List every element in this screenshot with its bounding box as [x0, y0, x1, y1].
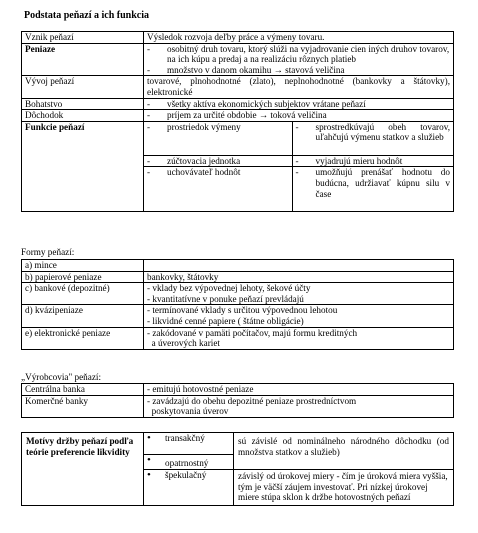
row-text: tovarové, plnohodnotné (zlato), neplnohodnotné (bankovky a štátovky), elektronické: [144, 76, 454, 98]
form-desc: [144, 260, 454, 272]
list-item: množstvo v danom okamihu → stavová veličina: [167, 64, 345, 75]
table-row: [22, 327, 454, 349]
table-row: [22, 260, 454, 272]
producer-label: Centrálna banka: [22, 384, 144, 396]
motive-name: opatrnostný: [165, 458, 209, 468]
table-motives: [21, 432, 454, 506]
list-item: príjem za určité obdobie → toková veličina: [167, 110, 327, 121]
producer-desc: - zavádzajú do obehu depozitné peniaze prostredníctvom poskytovania úverov: [144, 395, 454, 417]
form-desc: - zakódované v pamäti počítačov, majú formu kreditných a úverových kariet: [144, 327, 454, 349]
row-label: Vývoj peňazí: [22, 76, 144, 98]
dash-icon: -: [295, 121, 299, 132]
page-title: Podstata peňazí a ich funkcia: [24, 10, 150, 21]
form-desc: - vklady bez výpovednej lehoty, šekové účty - kvantitatívne v ponuke peňazí prevládajú: [144, 283, 454, 305]
motive-cell: [144, 433, 234, 455]
table-row: [22, 121, 454, 212]
table-row: [22, 110, 454, 122]
function-desc: - sprostredkúvajú obeh tovarov, uľahčujú výmenu statkov a služieb: [292, 122, 453, 156]
row-text: Výsledok rozvoja deľby práce a výmeny tovaru.: [144, 32, 454, 44]
function-name: - prostriedok výmeny: [144, 122, 292, 156]
row-label: Funkcie peňazí: [22, 121, 144, 212]
row-content: [144, 43, 454, 76]
row-label: Peniaze: [22, 43, 144, 76]
form-label: b) papierové peniaze: [22, 271, 144, 283]
table-row: [22, 98, 454, 110]
motives-label: Motívy držby peňazí podľa teórie preferencie likvidity: [22, 433, 144, 506]
table-row: [22, 433, 454, 455]
dash-icon: -: [147, 155, 151, 166]
function-desc: - umožňujú prenášať hodnotu do budúcna, udržiavať kúpnu silu v čase: [292, 167, 453, 212]
table-row: [22, 283, 454, 305]
table-row: [22, 76, 454, 98]
table-row: [144, 122, 453, 156]
form-label: a) mince: [22, 260, 144, 272]
row-label: Dôchodok: [22, 110, 144, 122]
functions-cell: [144, 121, 454, 212]
bullet-dot-icon: •: [147, 432, 151, 444]
dash-icon: -: [295, 155, 299, 166]
form-label: e) elektronické peniaze: [22, 327, 144, 349]
functions-table: [144, 122, 453, 212]
motive-name: transakčný: [165, 433, 205, 443]
motive-cell: [144, 470, 234, 506]
motive-desc: závislý od úrokovej miery - čím je úroková miera vyššia, tým je väčší záujem investovať. Pri nízkej úrokovej miere stúpa sklon k držbe hotovostných peňazí: [234, 470, 454, 506]
dash-icon: -: [295, 167, 299, 178]
producers-heading: „Výrobcovia" peňazí:: [21, 372, 102, 382]
dash-icon: -: [147, 98, 151, 109]
table-row: [22, 43, 454, 76]
table-row: [22, 395, 454, 417]
table-row: [22, 271, 454, 283]
motive-desc: sú závislé od nominálneho národného dôchodku (od množstva statkov a služieb): [234, 433, 454, 470]
list-item: všetky aktíva ekonomických subjektov vrátane peňazí: [167, 98, 366, 109]
function-name: - uchovávateľ hodnôt: [144, 167, 292, 212]
dash-icon: -: [147, 64, 151, 75]
dash-icon: -: [147, 110, 151, 121]
table-producers: [21, 383, 454, 418]
table-basics: [21, 31, 454, 212]
producer-label: Komerčné banky: [22, 395, 144, 417]
producer-desc: - emitujú hotovostné peniaze: [144, 384, 454, 396]
table-row: [144, 155, 453, 167]
motive-cell: [144, 455, 234, 470]
row-content: [144, 110, 454, 122]
function-desc: - vyjadrujú mieru hodnôt: [292, 155, 453, 167]
dash-icon: -: [147, 43, 151, 54]
form-label: d) kvázipeniaze: [22, 305, 144, 327]
table-row: [144, 167, 453, 212]
motive-name: špekulačný: [165, 470, 207, 480]
dash-icon: -: [147, 167, 151, 178]
bullet-dot-icon: •: [147, 469, 151, 481]
form-label: c) bankové (depozitné): [22, 283, 144, 305]
form-desc: bankovky, štátovky: [144, 271, 454, 283]
table-row: [22, 384, 454, 396]
dash-icon: -: [147, 121, 151, 132]
function-name: - zúčtovacia jednotka: [144, 155, 292, 167]
table-forms: [21, 259, 454, 350]
row-label: Vznik peňazí: [22, 32, 144, 44]
row-label: Bohatstvo: [22, 98, 144, 110]
form-desc: - termínované vklady s určitou výpovednou lehotou - likvidné cenné papiere ( štátne obligácie): [144, 305, 454, 327]
table-row: [22, 32, 454, 44]
row-content: [144, 98, 454, 110]
table-row: [22, 305, 454, 327]
forms-heading: Formy peňazí:: [21, 247, 75, 257]
bullet-dot-icon: •: [147, 454, 151, 466]
list-item: osobitný druh tovaru, ktorý slúži na vyjadrovanie cien iných druhov tovarov, na ich kúpu a predaj a na realizáciu rôznych platieb: [167, 43, 450, 65]
